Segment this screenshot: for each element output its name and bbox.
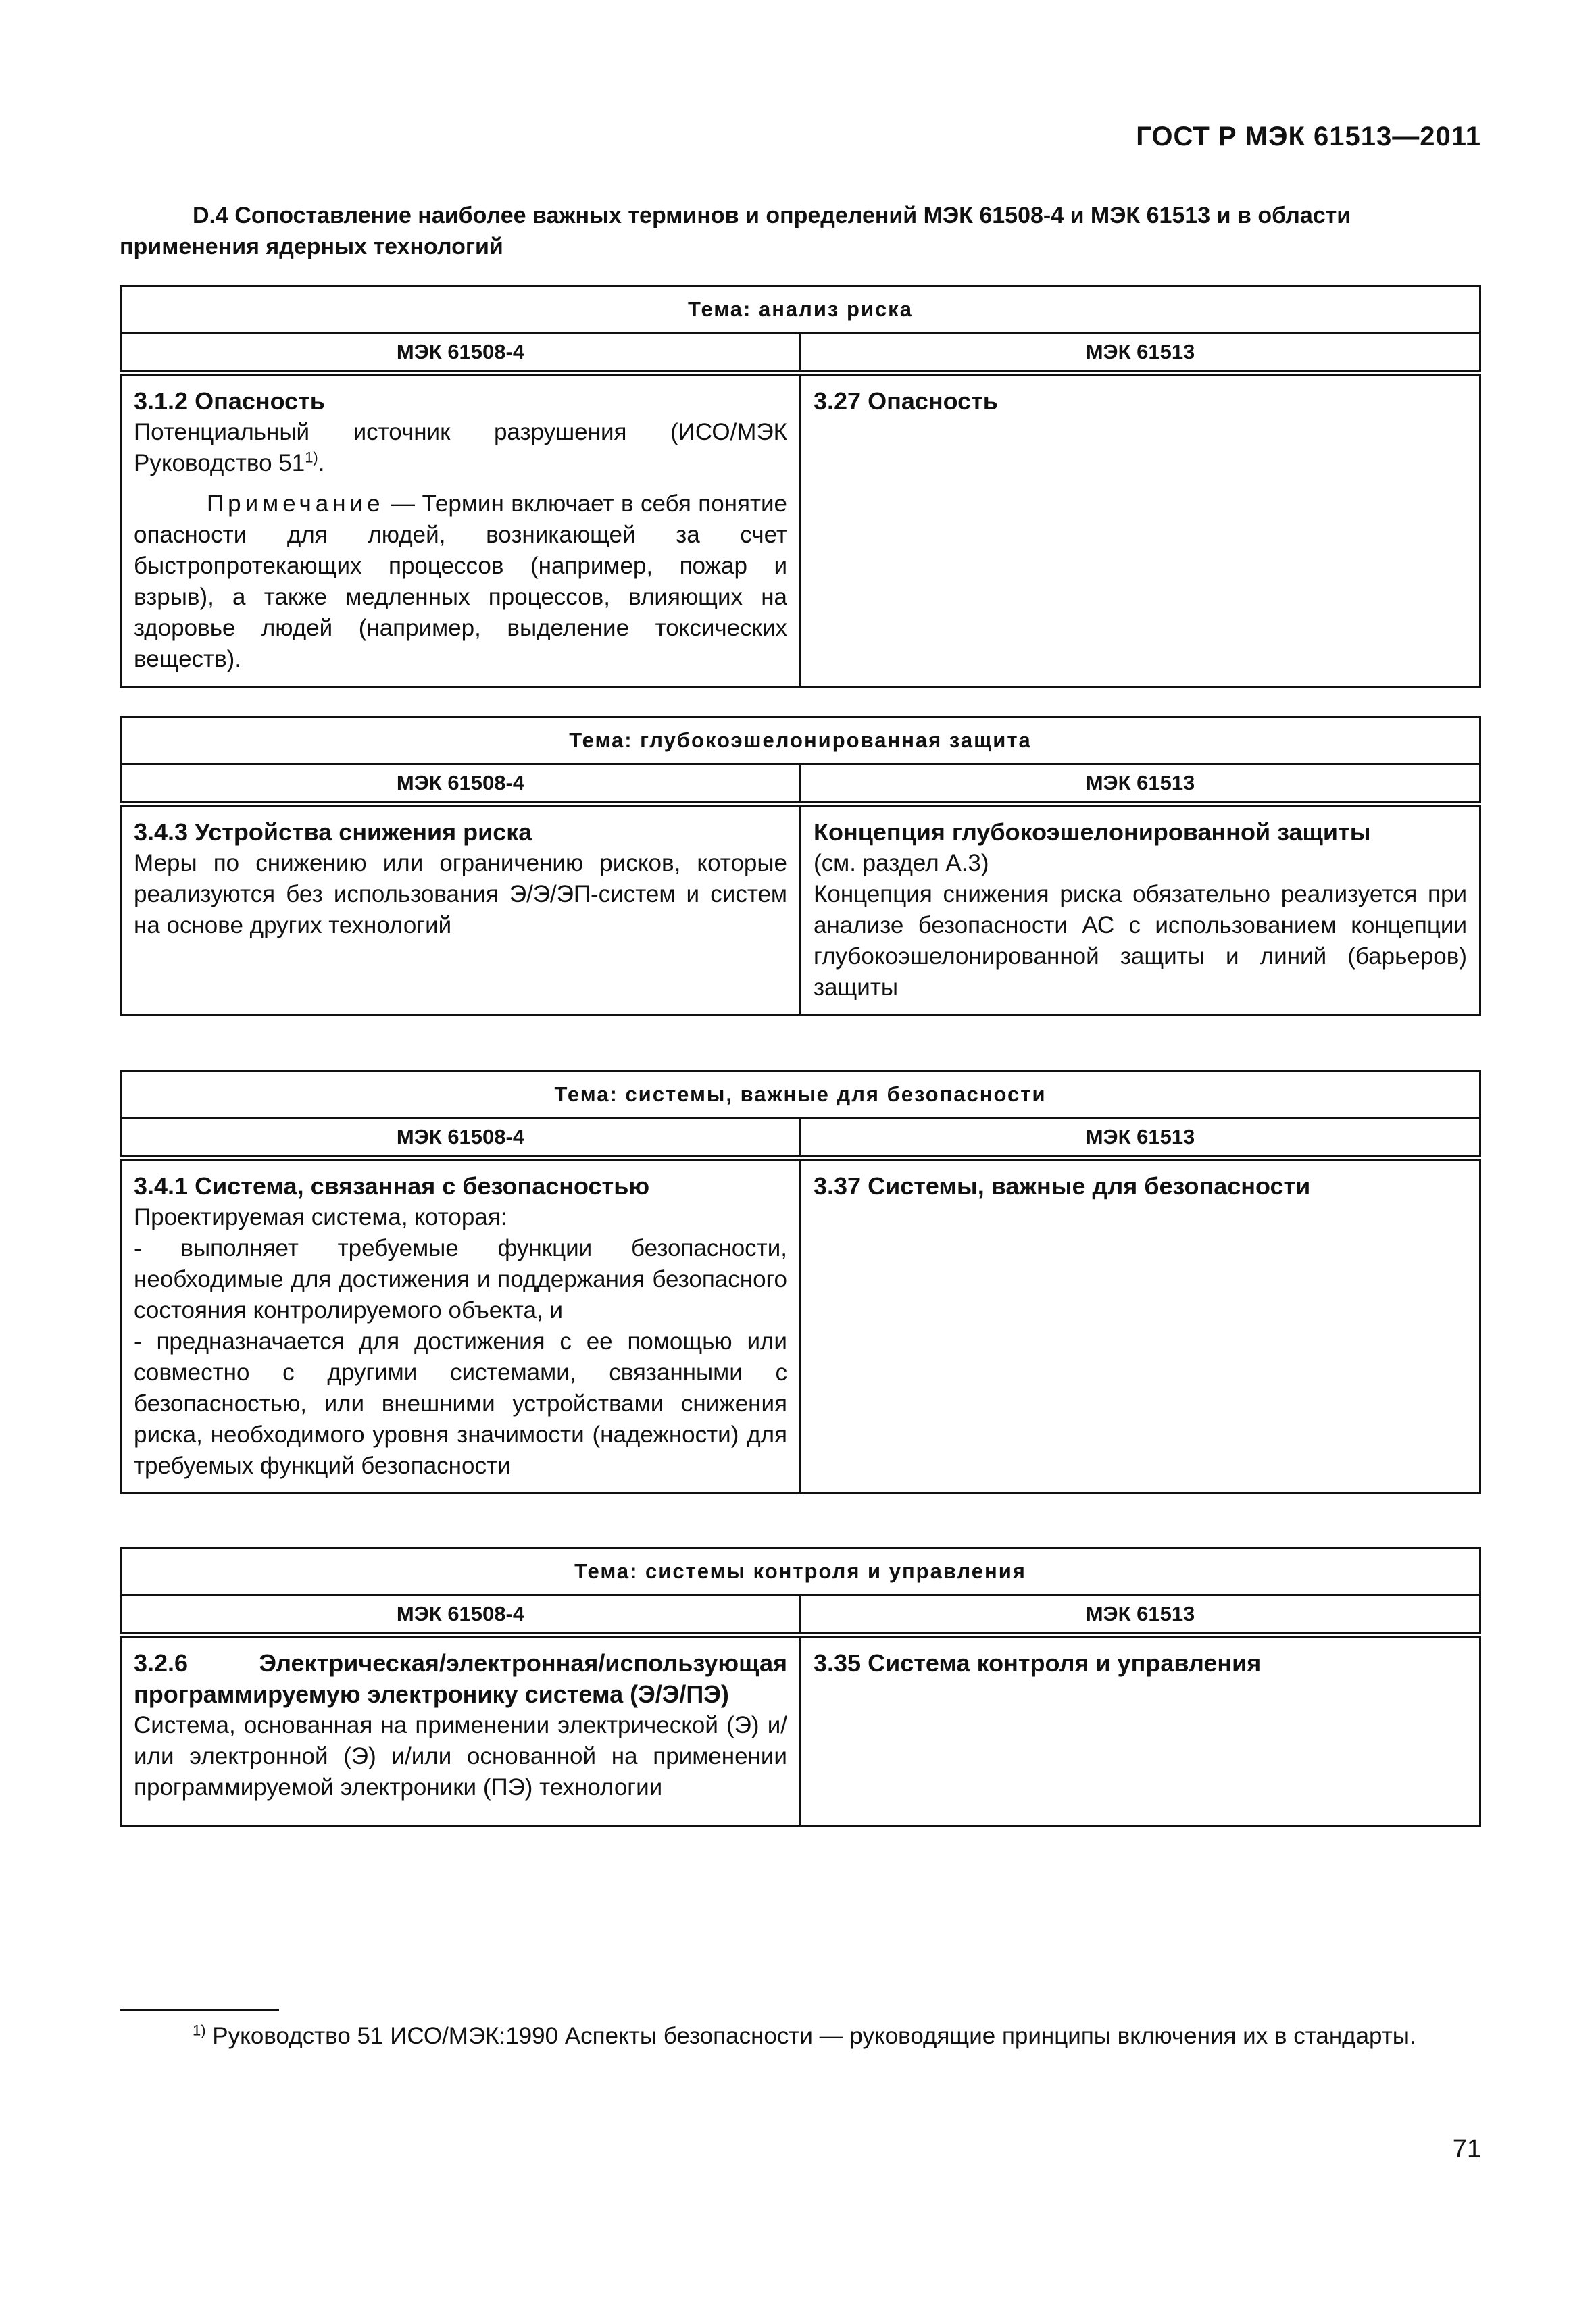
column-header-right: МЭК 61513 xyxy=(801,1595,1480,1636)
footnote-divider xyxy=(120,2009,279,2011)
left-cell xyxy=(121,805,801,1015)
term-heading: 3.1.2 Опасность xyxy=(134,387,325,415)
term-heading: 3.2.6 Электрическая/электронная/использующая программируемую электронику система (Э/Э/ПЭ) xyxy=(134,1649,787,1708)
table-topic: Тема: системы контроля и управления xyxy=(121,1549,1480,1595)
term-definition: Концепция снижения риска обязательно реализуется при анализе безопасности АС с использованием концепции глубокоэшелонированной защиты и линий (барьеров) защиты xyxy=(814,881,1467,1001)
term-note: Примечание — Термин включает в себя понятие опасности для людей, возникающей за счет быстропротекающих процессов (например, пожар и взрыв), а также медленных процессов, влияющих на здоровье людей (например, выделение токсических веществ). xyxy=(134,491,787,672)
term-heading: 3.4.3 Устройства снижения риска xyxy=(134,818,532,846)
column-header-right: МЭК 61513 xyxy=(801,764,1480,805)
term-definition: Система, основанная на применении электрической (Э) и/или электронной (Э) и/или основанной на применении программируемой электроники (ПЭ) технологии xyxy=(134,1712,787,1801)
term-heading: Концепция глубокоэшелонированной защиты xyxy=(814,818,1371,846)
table-topic: Тема: системы, важные для безопасности xyxy=(121,1072,1480,1118)
left-cell xyxy=(121,374,801,687)
comparison-table-safety-systems xyxy=(120,1070,1481,1494)
section-title-line-1: D.4 Сопоставление наиболее важных терминов и определений МЭК 61508-4 и МЭК 61513 и в области xyxy=(193,203,1351,228)
footnote-marker: 1) xyxy=(193,2021,206,2039)
comparison-table-control-systems xyxy=(120,1547,1481,1827)
term-definition-line: - выполняет требуемые функции безопасности, необходимые для достижения и поддержания безопасного состояния контролируемого объекта, и xyxy=(134,1235,787,1324)
section-title xyxy=(120,200,1478,262)
left-cell xyxy=(121,1636,801,1826)
table-topic: Тема: анализ риска xyxy=(121,286,1480,333)
right-cell xyxy=(801,1636,1480,1826)
right-cell xyxy=(801,805,1480,1015)
term-definition: Потенциальный источник разрушения (ИСО/МЭК Руководство 51$^{1)}$. xyxy=(134,419,787,476)
term-heading: 3.4.1 Система, связанная с безопасностью xyxy=(134,1172,650,1200)
section-title-line-2: применения ядерных технологий xyxy=(120,234,503,259)
column-header-left: МЭК 61508-4 xyxy=(121,333,801,374)
footnote xyxy=(120,2020,1481,2053)
comparison-table-defence-in-depth xyxy=(120,716,1481,1016)
right-cell xyxy=(801,374,1480,687)
term-heading: 3.37 Системы, важные для безопасности xyxy=(814,1172,1311,1200)
column-header-left: МЭК 61508-4 xyxy=(121,764,801,805)
term-reference: (см. раздел А.3) xyxy=(814,850,989,876)
term-definition-line: Проектируемая система, которая: xyxy=(134,1204,507,1230)
footnote-text: Руководство 51 ИСО/МЭК:1990 Аспекты безопасности — руководящие принципы включения их в стандарты. xyxy=(205,2023,1416,2049)
column-header-right: МЭК 61513 xyxy=(801,333,1480,374)
term-heading: 3.27 Опасность xyxy=(814,387,998,415)
table-topic: Тема: глубокоэшелонированная защита xyxy=(121,718,1480,764)
comparison-table-risk-analysis xyxy=(120,285,1481,688)
footnote-ref: 1) xyxy=(305,449,318,466)
column-header-left: МЭК 61508-4 xyxy=(121,1118,801,1159)
left-cell xyxy=(121,1159,801,1494)
standard-header: ГОСТ Р МЭК 61513—2011 xyxy=(1136,122,1481,151)
term-definition: Меры по снижению или ограничению рисков, которые реализуются без использования Э/Э/ЭП-систем и систем на основе других технологий xyxy=(134,850,787,938)
page-number: 71 xyxy=(1452,2135,1481,2163)
right-cell xyxy=(801,1159,1480,1494)
term-definition-line: - предназначается для достижения с ее помощью или совместно с другими системами, связанными с безопасностью, или внешними устройствами снижения риска, необходимого уровня значимости (надежности) для требуемых функций безопасности xyxy=(134,1328,787,1479)
column-header-right: МЭК 61513 xyxy=(801,1118,1480,1159)
column-header-left: МЭК 61508-4 xyxy=(121,1595,801,1636)
term-heading: 3.35 Система контроля и управления xyxy=(814,1649,1262,1677)
note-label: Примечание xyxy=(207,491,384,517)
